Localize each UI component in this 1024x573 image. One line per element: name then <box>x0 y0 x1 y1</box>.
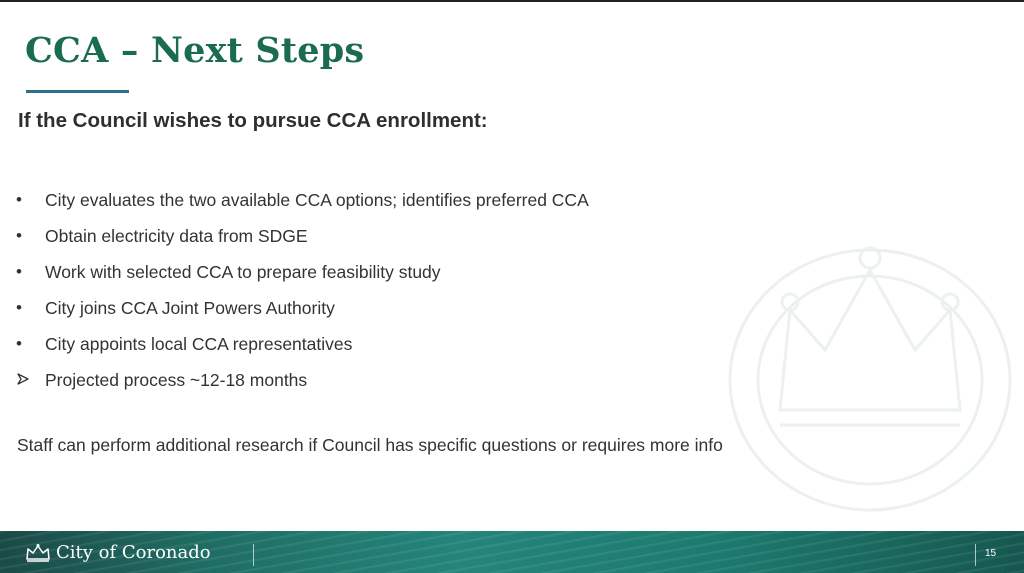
bullet-marker: • <box>16 190 22 209</box>
arrowhead-bullet-icon <box>16 370 45 391</box>
page-number: 15 <box>985 548 997 559</box>
bullet-marker: • <box>16 298 22 317</box>
list-item-text: Work with selected CCA to prepare feasibility study <box>45 261 441 282</box>
footnote-text: Staff can perform additional research if Council has specific questions or requires more info <box>17 435 723 455</box>
footer-divider <box>253 544 254 566</box>
bullet-list <box>16 182 589 398</box>
footer-brand: City of Coronado <box>56 542 211 563</box>
list-item <box>16 254 589 290</box>
list-item-text: City evaluates the two available CCA options; identifies preferred CCA <box>45 189 589 210</box>
list-item <box>16 182 589 218</box>
list-item <box>16 290 589 326</box>
list-item-text: City appoints local CCA representatives <box>45 333 353 354</box>
crown-watermark-icon <box>720 200 1024 530</box>
bullet-marker: • <box>16 226 22 245</box>
footer-bar <box>0 531 1024 573</box>
list-item-text: Obtain electricity data from SDGE <box>45 225 308 246</box>
bullet-marker: • <box>16 262 22 281</box>
slide-title: CCA – Next Steps <box>25 30 365 71</box>
list-item <box>16 326 589 362</box>
list-item-text: Projected process ~12-18 months <box>45 369 308 390</box>
list-item-text: City joins CCA Joint Powers Authority <box>45 297 335 318</box>
slide-subtitle: If the Council wishes to pursue CCA enrollment: <box>18 109 488 132</box>
crown-logo-icon <box>24 543 52 563</box>
top-border <box>0 0 1024 2</box>
list-item <box>16 218 589 254</box>
list-item <box>16 362 589 398</box>
title-underline <box>26 90 129 93</box>
bullet-marker: • <box>16 334 22 353</box>
footer-divider <box>975 544 976 566</box>
